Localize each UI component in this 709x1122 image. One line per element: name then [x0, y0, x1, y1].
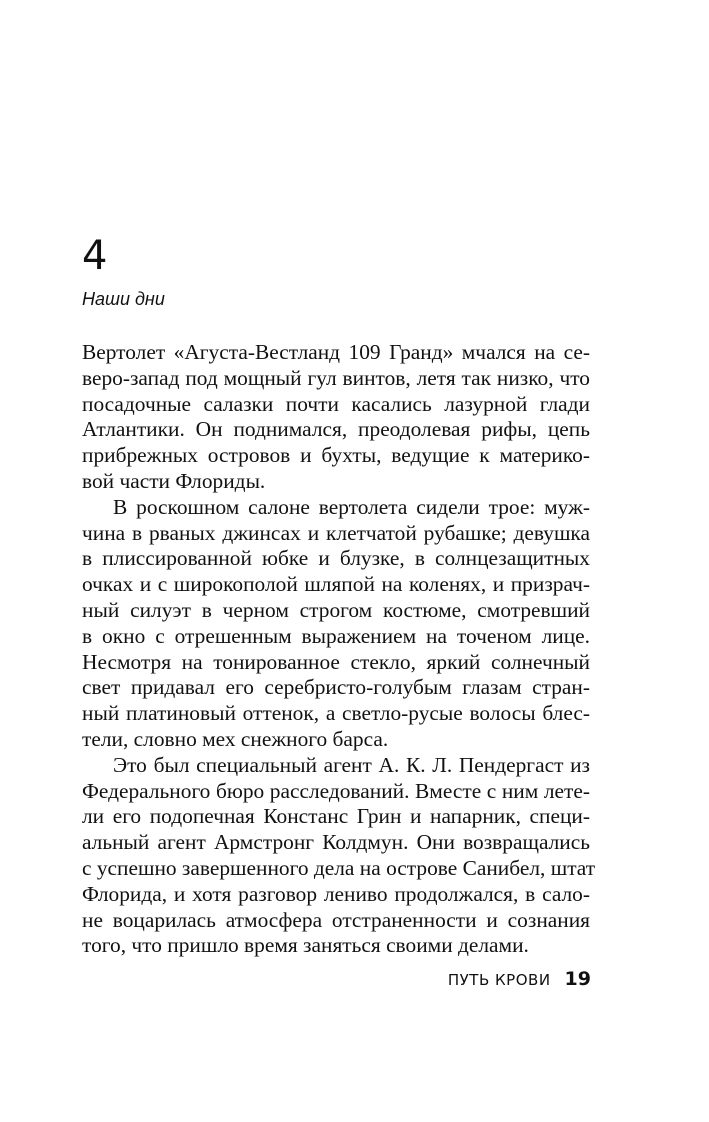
text-line: с успешно завершенного дела на острове Санибел, штат: [82, 855, 596, 880]
text-line: Атлантики. Он поднимался, преодолевая рифы, цепь: [82, 417, 590, 442]
chapter-subtitle: Наши дни: [82, 289, 165, 309]
text-line: Несмотря на тонированное стекло, яркий солнечный: [82, 649, 590, 674]
text-line: очках и с широкополой шляпой на коленях, и призрач-: [82, 572, 590, 597]
page-footer: [448, 968, 591, 990]
text-line: в плиссированной юбке и блузке, в солнцезащитных: [82, 546, 590, 571]
chapter-number: 4: [82, 233, 108, 279]
text-line: не воцарилась атмосфера отстраненности и сознания: [82, 907, 590, 932]
running-title: ПУТЬ КРОВИ: [447, 971, 551, 989]
page-number: 19: [564, 968, 591, 990]
text-line: свет придавал его серебристо-голубым глазам стран-: [82, 675, 590, 700]
text-line: чина в рваных джинсах и клетчатой рубашке; девушка: [82, 520, 590, 545]
text-line: веро-запад под мощный гул винтов, летя так низко, что: [82, 365, 590, 390]
body-text: [82, 340, 596, 959]
text-line: В роскошном салоне вертолета сидели трое: муж-: [113, 494, 590, 519]
text-line: тели, словно мех снежного барса.: [82, 726, 389, 751]
text-line: в окно с отрешенным выражением на точеном лице.: [82, 623, 590, 648]
text-line: Флорида, и хотя разговор лениво продолжался, в сало-: [82, 881, 590, 906]
text-line: Федерального бюро расследований. Вместе с ним лете-: [82, 778, 590, 803]
text-line: вой части Флориды.: [82, 468, 266, 493]
text-line: того, что пришло время заняться своими делами.: [82, 933, 529, 958]
text-line: ли его подопечная Констанс Грин и напарник, специ-: [82, 804, 590, 829]
text-line: прибрежных островов и бухты, ведущие к материко-: [82, 443, 590, 468]
text-line: посадочные салазки почти касались лазурной глади: [82, 391, 590, 416]
text-line: ный платиновый оттенок, а светло-русые волосы блес-: [82, 701, 590, 726]
text-line: Это был специальный агент А. К. Л. Пендергаст из: [113, 752, 590, 777]
text-line: альный агент Армстронг Колдмун. Они возвращались: [82, 830, 590, 855]
text-line: ный силуэт в черном строгом костюме, смотревший: [82, 597, 590, 622]
text-line: Вертолет «Агуста-Вестланд 109 Гранд» мчался на се-: [82, 340, 590, 364]
